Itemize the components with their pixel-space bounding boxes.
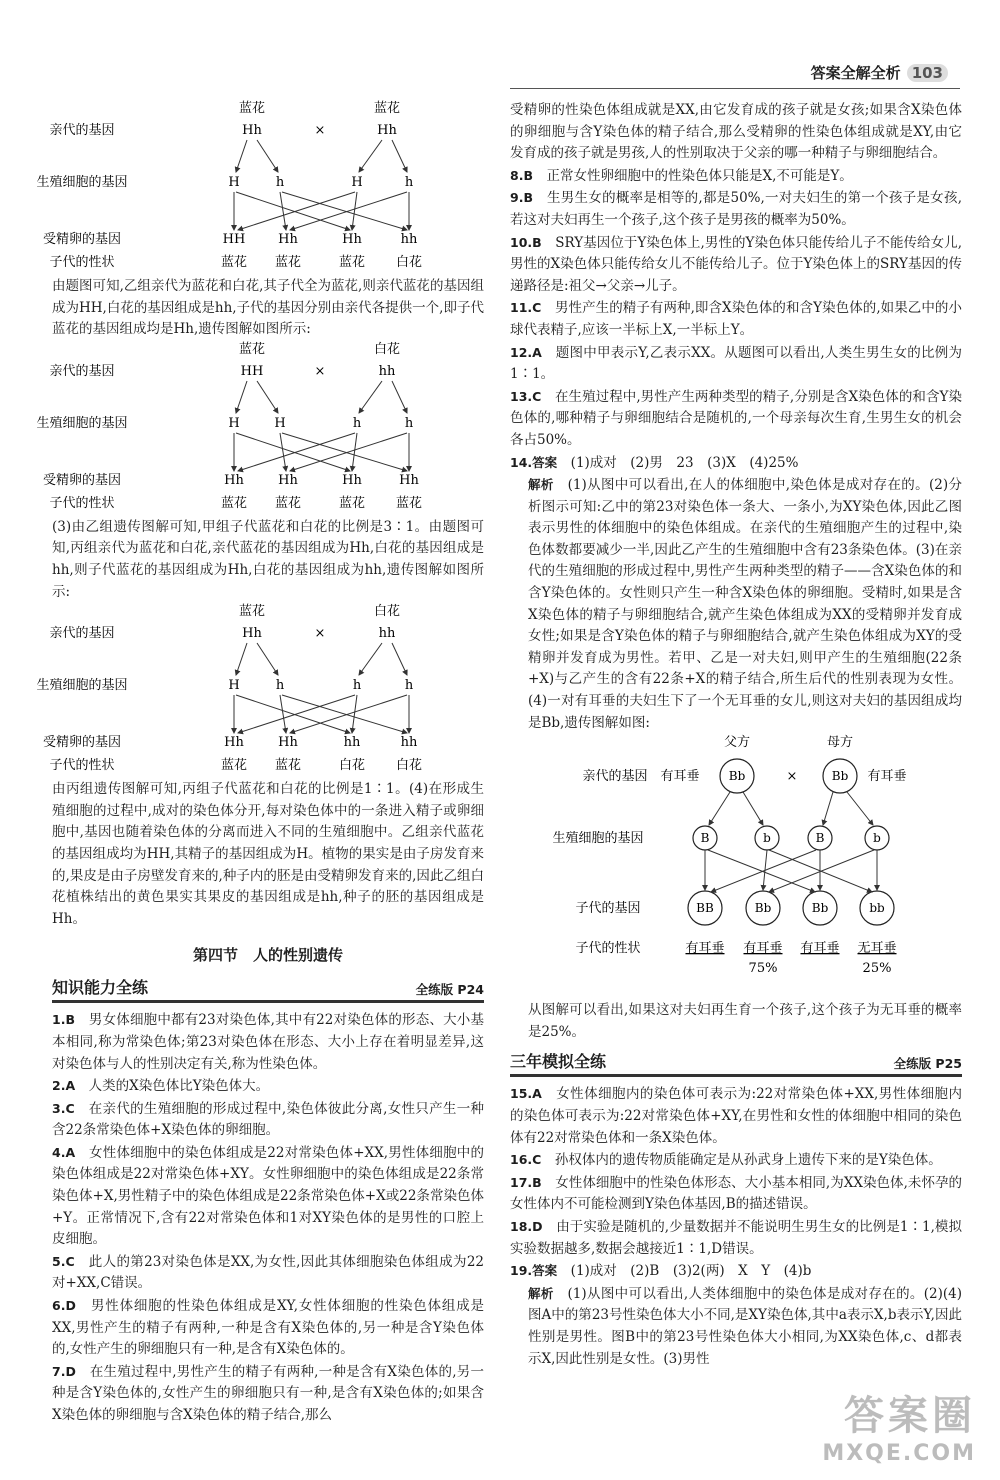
d4-label-child-gene: 子代的基因 <box>575 901 641 917</box>
d4-gamete-4: b <box>873 831 881 846</box>
d1-label-trait: 子代的性状 <box>49 255 115 270</box>
d2-trait-2: 蓝花 <box>274 495 302 511</box>
q14-analysis <box>510 474 962 734</box>
item-text: 题图中甲表示Y,乙表示XX。从题图可以看出,人类生男生女的比例为1∶1。 <box>510 344 962 383</box>
d2-zygote-2: Hh <box>278 472 298 488</box>
item-number: 19. <box>510 1263 533 1279</box>
d4-parent-2: 母方 <box>826 735 854 751</box>
item-number: 7.D <box>52 1363 76 1379</box>
d4-label-gamete: 生殖细胞的基因 <box>552 831 644 847</box>
d1-zygote-1: HH <box>222 232 246 247</box>
item-number: 18.D <box>510 1218 543 1234</box>
answer-text: (1)成对 (2)B (3)2(两) X Y (4)b <box>570 1263 812 1280</box>
answer-item <box>52 1295 484 1361</box>
answer-list-left <box>52 1009 484 1426</box>
d4-ratio-2: 25% <box>862 961 892 977</box>
watermark-logo <box>822 1384 976 1466</box>
d4-parent-gene-1: Bb <box>728 769 746 784</box>
d1-zygote-3: Hh <box>342 232 362 247</box>
item-number: 12.A <box>510 344 542 360</box>
bar-version: 全练版 P25 <box>893 1056 962 1072</box>
item-number: 8.B <box>510 167 533 183</box>
d2-parent-gene-2: hh <box>378 363 396 379</box>
d3-zygote-3: hh <box>343 735 361 751</box>
d1-label-zygote: 受精卵的基因 <box>42 232 122 247</box>
d4-parent-trait-1: 有耳垂 <box>660 769 700 785</box>
item-text: 男性产生的精子有两种,即含X染色体的和含Y染色体的,如果乙中的小球代表精子,应该一半标上X,一半标上Y。 <box>510 300 962 338</box>
answer-item <box>52 1361 484 1427</box>
item-text: 男性体细胞的性染色体组成是XY,女性体细胞的性染色体组成是XX,男性产生的精子有两种,一种是含有X染色体的,另一种是含Y染色体的,女性产生的卵细胞只有一种,是含有X染色体的。 <box>52 1298 485 1358</box>
header-title: 答案全解全析 <box>810 64 901 82</box>
q19-analysis <box>510 1283 962 1370</box>
answer-item <box>510 386 962 452</box>
item-number: 5.C <box>52 1253 75 1269</box>
item-text: 生男生女的概率是相等的,都是50%,一对夫妇生的第一个孩子是女孩,若这对夫妇再生一个孩子,这个孩子是男孩的概率为50%。 <box>510 190 962 228</box>
d1-parent-1: 蓝花 <box>238 101 266 116</box>
explanation-para-2: (3)由乙组遗传图解可知,甲组子代蓝花和白花的比例是3∶1。由题图可知,丙组亲代为蓝花和白花,亲代蓝花的基因组成为Hh,白花的基因组成是hh,则子代蓝花的基因组成为Hh,白花的基因组成为hh,遗传图解如图所示: <box>52 518 484 600</box>
continued-text: 受精卵的性染色体组成就是XX,由它发育成的孩子就是女孩;如果含X染色体的卵细胞与含Y染色体的精子结合,那么受精卵的性染色体组成就是XY,由它发育成的孩子就是男孩,人的性别取决于父亲的哪一种精子与卵细胞结合。 <box>510 102 962 162</box>
d1-label-parent: 亲代的基因 <box>49 123 115 138</box>
analysis-text: (1)从图中可以看出,在人的体细胞中,染色体是成对存在的。(2)分析图示可知:乙中的第23对染色体一条大、一条小,为XY染色体,因此乙图表示男性的体细胞中的染色体组成。在亲代的生殖细胞产生的过程中,染色体数都要减少一半,因此乙产生的生殖细胞中含有23条染色体。(3)在亲代的生殖细胞的形成过程中,男性产生两种类型的精子——含X染色体的和含Y染色体的。女性则只产生一种含X染色体的卵细胞。受精时,如果是含X染色体的精子与卵细胞结合,就产生染色体组成为XX的受精卵并发育成女性;如果是含Y染色体的精子与卵细胞结合,就产生染色体组成为XY的受精卵并发育成为男性。若甲、乙是一对夫妇,则甲产生的生殖细胞(22条+X)与乙产生的含有22条+X的精子结合,所生后代的性别表现为女性。(4)一对有耳垂的夫妇生下了一个无耳垂的女儿,则这对夫妇的基因组成均是Bb,遗传图解如图: <box>528 477 963 731</box>
d4-zygote-2: Bb <box>754 901 772 916</box>
bar-title: 知识能力全练 <box>52 978 149 998</box>
d2-trait-4: 蓝花 <box>395 495 423 511</box>
right-column <box>510 100 962 1370</box>
d4-trait-1: 有耳垂 <box>685 941 725 957</box>
section-title: 第四节 人的性别遗传 <box>192 946 343 965</box>
item-number: 14. <box>510 454 533 470</box>
d2-label-zygote: 受精卵的基因 <box>42 472 122 488</box>
item-text: SRY基因位于Y染色体上,男性的Y染色体只能传给儿子不能传给女儿,男性的X染色体只能传给女儿不能传给儿子。位于Y染色体上的SRY基因的传递路径是:祖父→父亲→儿子。 <box>510 234 962 294</box>
item-number: 6.D <box>52 1298 76 1314</box>
d1-gamete-4: h <box>404 175 414 190</box>
answer-item <box>52 1251 484 1295</box>
d2-label-gamete: 生殖细胞的基因 <box>36 415 128 431</box>
d2-parent-1: 蓝花 <box>238 341 266 357</box>
d3-trait-3: 白花 <box>338 758 366 774</box>
item-number: 16.C <box>510 1152 542 1168</box>
answer-item <box>510 1172 962 1216</box>
d4-gamete-2: b <box>763 831 771 846</box>
question-19 <box>510 1260 962 1370</box>
d4-parent-1: 父方 <box>723 735 751 751</box>
answer-list-right <box>510 165 962 452</box>
q14-answer <box>510 452 962 475</box>
item-number: 11.C <box>510 300 542 316</box>
answer-item <box>52 1098 484 1142</box>
answer-item <box>52 1142 484 1251</box>
item-number: 1.B <box>52 1012 75 1028</box>
d3-gamete-1: H <box>228 678 240 694</box>
d4-gamete-3: B <box>815 831 825 846</box>
answer-item <box>510 1149 962 1172</box>
d2-gamete-4: h <box>404 415 414 431</box>
d3-gamete-4: h <box>404 678 414 694</box>
answer-label: 答案 <box>532 1263 558 1279</box>
question-14 <box>510 452 962 735</box>
bar-title: 三年模拟全练 <box>510 1052 607 1072</box>
item-number: 17.B <box>510 1174 542 1190</box>
d3-label-gamete: 生殖细胞的基因 <box>36 678 128 694</box>
d1-label-gamete: 生殖细胞的基因 <box>36 175 128 190</box>
d3-parent-2: 白花 <box>373 604 401 620</box>
answer-list-right-2 <box>510 1083 962 1260</box>
d4-zygote-1: BB <box>696 901 714 916</box>
answer-item <box>510 1216 962 1260</box>
d2-trait-1: 蓝花 <box>220 495 248 511</box>
explanation-para-1: 由题图可知,乙组亲代为蓝花和白花,其子代全为蓝花,则亲代蓝花的基因组成为HH,白花的基因组成是hh,子代的基因分别由亲代各提供一个,即子代蓝花的基因组成均是Hh,遗传图解如图所示: <box>52 278 484 338</box>
analysis-label: 解析 <box>528 1285 554 1301</box>
d3-trait-1: 蓝花 <box>220 758 248 774</box>
d3-parent-gene-2: hh <box>378 626 396 642</box>
answer-text: (1)成对 (2)男 23 (3)X (4)25% <box>570 454 799 471</box>
d1-parent-2: 蓝花 <box>373 101 401 116</box>
d2-zygote-3: Hh <box>342 472 362 488</box>
item-number: 9.B <box>510 190 533 206</box>
d2-label-trait: 子代的性状 <box>49 495 115 511</box>
d3-trait-4: 白花 <box>395 758 423 774</box>
d4-parent-gene-2: Bb <box>831 769 849 784</box>
d2-label-parent: 亲代的基因 <box>49 363 115 379</box>
left-column <box>36 100 485 1427</box>
bar-version: 全练版 P24 <box>415 982 484 998</box>
item-text: 人类的X染色体比Y染色体大。 <box>88 1078 270 1095</box>
item-number: 3.C <box>52 1100 75 1116</box>
d1-trait-3: 蓝花 <box>338 255 366 270</box>
analysis-label: 解析 <box>528 477 554 493</box>
d1-gamete-1: H <box>228 175 240 190</box>
q14-conclusion: 从图解可以看出,如果这对夫妇再生育一个孩子,这个孩子为无耳垂的概率是25%。 <box>528 1002 962 1040</box>
d1-parent-gene-1: Hh <box>242 123 262 138</box>
header-rule <box>510 88 960 89</box>
d3-gamete-3: h <box>352 678 362 694</box>
item-number: 10.B <box>510 234 542 250</box>
d4-cross: × <box>786 769 798 785</box>
d1-trait-1: 蓝花 <box>220 255 248 270</box>
analysis-text: (1)从图中可以看出,人类体细胞中的染色体是成对存在的。(2)(4)图A中的第23号性染色体大小不同,是XY染色体,其中a表示X,b表示Y,因此性别是男性。图B中的第23号性染色体大小相同,为XX染色体,c、d都表示X,因此性别是女性。(3)男性 <box>528 1285 962 1367</box>
answer-item <box>510 1083 962 1149</box>
genetic-diagram-4 <box>510 734 962 996</box>
page-number: 103 <box>907 64 948 82</box>
page-header <box>811 62 948 83</box>
explanation-para-3: 由丙组遗传图解可知,丙组子代蓝花和白花的比例是1∶1。(4)在形成生殖细胞的过程中,成对的染色体分开,每对染色体中的一条进入精子或卵细胞中,基因也随着染色体的分离而进入不同的生殖细胞中。乙组亲代蓝花的基因组成均为HH,其精子的基因组成为H。植物的果实是由子房发育来的,果皮是由子房壁发育来的,种子内的胚是由受精卵发育来的,因此乙组白花植株结出的黄色果实其果皮的基因组成是hh,种子的胚的基因组成是Hh。 <box>52 781 484 927</box>
d2-gamete-1: H <box>228 415 240 431</box>
section-bar-knowledge <box>52 975 484 1003</box>
d4-ratio-1: 75% <box>748 961 778 977</box>
d1-gamete-3: H <box>351 175 363 190</box>
item-text: 此人的第23对染色体是XX,为女性,因此其体细胞染色体组成为22对+XX,C错误。 <box>52 1253 484 1292</box>
d2-trait-3: 蓝花 <box>338 495 366 511</box>
d3-gamete-2: h <box>275 678 285 694</box>
d4-label-trait: 子代的性状 <box>575 941 641 957</box>
d2-zygote-1: Hh <box>224 472 244 488</box>
genetic-diagram-3 <box>36 603 484 775</box>
item-text: 正常女性卵细胞中的性染色体只能是X,不可能是Y。 <box>546 167 853 184</box>
d1-trait-2: 蓝花 <box>274 255 302 270</box>
d3-cross: × <box>314 626 326 642</box>
item-text: 男女体细胞中都有23对染色体,其中有22对染色体的形态、大小基本相同,称为常染色体;第23对染色体在形态、大小上存在着明显差异,这对染色体与人的性别决定有关,称为性染色体。 <box>52 1012 484 1072</box>
item-text: 女性体细胞内的染色体可表示为:22对常染色体+XX,男性体细胞内的染色体可表示为:22对常染色体+XY,在男性和女性的体细胞中相同的染色体有22对常染色体和一条X染色体。 <box>510 1086 962 1146</box>
d4-trait-3: 有耳垂 <box>800 941 840 957</box>
item-text: 孙权体内的遗传物质能确定是从孙武身上遗传下来的是Y染色体。 <box>554 1152 942 1169</box>
d4-parent-trait-2: 有耳垂 <box>867 769 907 785</box>
q19-answer <box>510 1260 962 1283</box>
item-text: 在亲代的生殖细胞的形成过程中,染色体彼此分离,女性只产生一种含22条常染色体+X染色体的卵细胞。 <box>52 1100 484 1139</box>
d4-zygote-3: Bb <box>811 901 829 916</box>
d1-zygote-4: hh <box>400 232 418 247</box>
section-bar-simulation <box>510 1049 962 1077</box>
answer-label: 答案 <box>532 454 558 470</box>
d2-gamete-3: h <box>352 415 362 431</box>
genetic-diagram-2 <box>36 341 484 513</box>
d3-parent-1: 蓝花 <box>238 604 266 620</box>
d3-label-zygote: 受精卵的基因 <box>42 735 122 751</box>
answer-item <box>52 1009 484 1075</box>
item-number: 15.A <box>510 1086 542 1102</box>
d4-zygote-4: bb <box>869 901 885 916</box>
d1-cross: × <box>314 123 326 138</box>
answer-item <box>510 187 962 231</box>
d2-parent-2: 白花 <box>373 341 401 357</box>
genetic-diagram-1 <box>36 100 484 272</box>
d3-label-trait: 子代的性状 <box>49 758 115 774</box>
d3-zygote-1: Hh <box>224 735 244 751</box>
item-number: 4.A <box>52 1144 76 1160</box>
item-number: 13.C <box>510 388 542 404</box>
d4-trait-4: 无耳垂 <box>857 941 897 957</box>
item-text: 由于实验是随机的,少量数据并不能说明生男生女的比例是1∶1,模拟实验数据越多,数据会越接近1∶1,D错误。 <box>510 1218 963 1257</box>
watermark-line-2: MXQE.COM <box>822 1441 976 1466</box>
d4-trait-2: 有耳垂 <box>743 941 783 957</box>
d3-zygote-2: Hh <box>278 735 298 751</box>
answer-item <box>510 232 962 298</box>
d3-label-parent: 亲代的基因 <box>49 626 115 642</box>
item-text: 女性体细胞中的性染色体形态、大小基本相同,为XX染色体,未怀孕的女性体内不可能检测到Y染色体基因,B的描述错误。 <box>510 1174 963 1213</box>
answer-item <box>52 1075 484 1098</box>
d1-zygote-2: Hh <box>278 232 298 247</box>
answer-item <box>510 165 962 188</box>
d2-gamete-2: H <box>274 415 286 431</box>
d2-parent-gene-1: HH <box>240 363 264 379</box>
item-text: 女性体细胞中的染色体组成是22对常染色体+XX,男性体细胞中的染色体组成是22对常染色体+XY。女性卵细胞中的染色体组成是22条常染色体+X,男性精子中的染色体组成是22条常染色体+X或22条常染色体+Y。正常情况下,含有22对常染色体和1对XY染色体的是男性的口腔上皮细胞。 <box>52 1144 484 1248</box>
d4-label-parent: 亲代的基因 <box>582 769 648 785</box>
d4-gamete-1: B <box>700 831 710 846</box>
d1-parent-gene-2: Hh <box>377 123 397 138</box>
d1-trait-4: 白花 <box>395 255 423 270</box>
d2-zygote-4: Hh <box>399 472 419 488</box>
answer-item <box>510 297 962 341</box>
watermark-line-1: 答案圈 <box>844 1393 976 1439</box>
d1-gamete-2: h <box>275 175 285 190</box>
d3-zygote-4: hh <box>400 735 418 751</box>
item-text: 在生殖过程中,男性产生两种类型的精子,分别是含X染色体的和含Y染色体的,哪种精子与卵细胞结合是随机的,一个母亲每次生育,生男生女的机会各占50%。 <box>510 388 962 448</box>
d3-parent-gene-1: Hh <box>242 626 262 642</box>
item-text: 在生殖过程中,男性产生的精子有两种,一种是含有X染色体的,另一种是含Y染色体的,女性产生的卵细胞只有一种,是含有X染色体的;如果含X染色体的卵细胞与含X染色体的精子结合,那么 <box>52 1363 485 1423</box>
d2-cross: × <box>314 363 326 379</box>
item-number: 2.A <box>52 1078 76 1094</box>
answer-item <box>510 342 962 386</box>
d3-trait-2: 蓝花 <box>274 758 302 774</box>
